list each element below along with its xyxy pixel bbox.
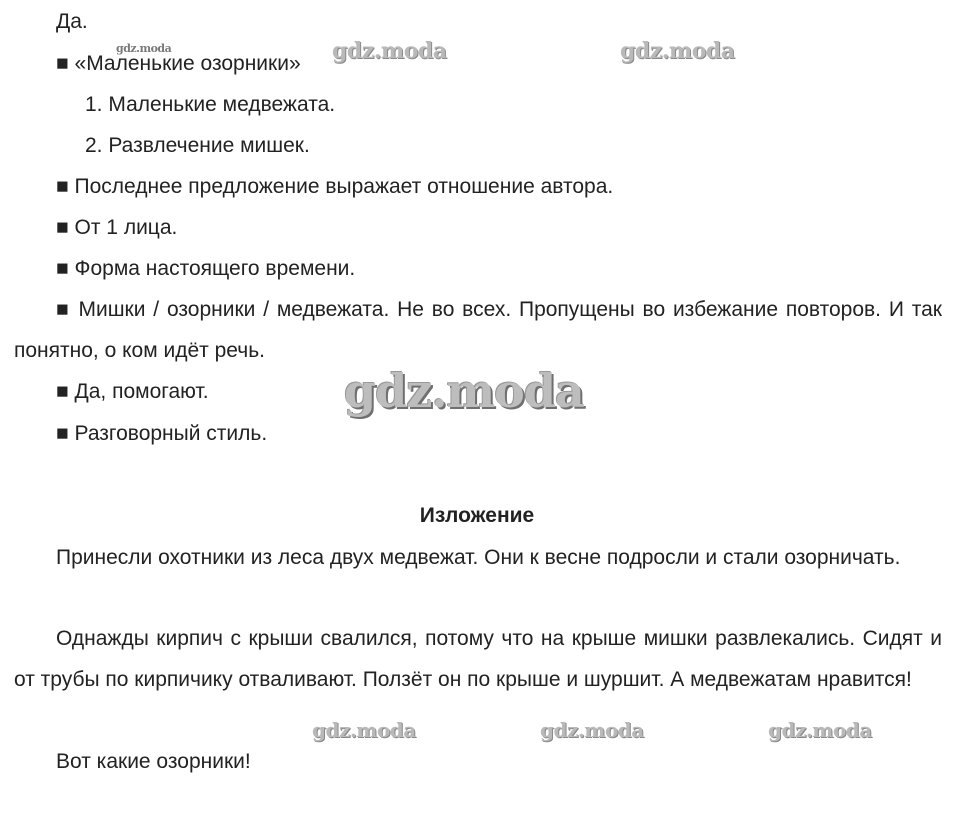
watermark-bottom-left: gdz.moda	[312, 718, 416, 742]
essay-paragraph-3: Вот какие озорники!	[56, 750, 251, 773]
answer-line-3: 1. Маленькие медвежата.	[85, 93, 336, 116]
answer-line-1: Да.	[56, 10, 88, 33]
answer-line-9: ■ Да, помогают.	[56, 380, 209, 403]
answer-line-2: ■ «Маленькие озорники»	[56, 52, 301, 75]
watermark-top-right: gdz.moda	[620, 38, 735, 64]
answer-line-4: 2. Развлечение мишек.	[85, 134, 310, 157]
watermark-bottom-center: gdz.moda	[540, 718, 644, 742]
watermark-small: gdz.moda	[116, 42, 172, 55]
answer-line-7: ■ Форма настоящего времени.	[56, 257, 356, 280]
answer-line-10: ■ Разговорный стиль.	[56, 422, 268, 445]
watermark-top-center: gdz.moda	[332, 38, 447, 64]
essay-title: Изложение	[419, 504, 535, 527]
essay-paragraph-2: Однажды кирпич с крыши свалился, потому что на крыше мишки развлекались. Сидят и от трубы по кирпичику отваливают. Ползёт он по крыше и шуршит. А медвежатам нравится!	[14, 627, 942, 691]
answer-line-8: ■ Мишки / озорники / медвежата. Не во всех. Пропущены во избежание повторов. И так понятно, о ком идёт речь.	[14, 298, 942, 362]
essay-paragraph-1: Принесли охотники из леса двух медвежат. Они к весне подросли и стали озорничать.	[56, 546, 901, 569]
watermark-center-large: gdz.moda	[344, 364, 584, 418]
watermark-bottom-right: gdz.moda	[768, 718, 872, 742]
answer-line-6: ■ От 1 лица.	[56, 216, 178, 239]
answer-line-5: ■ Последнее предложение выражает отношение автора.	[56, 175, 614, 198]
